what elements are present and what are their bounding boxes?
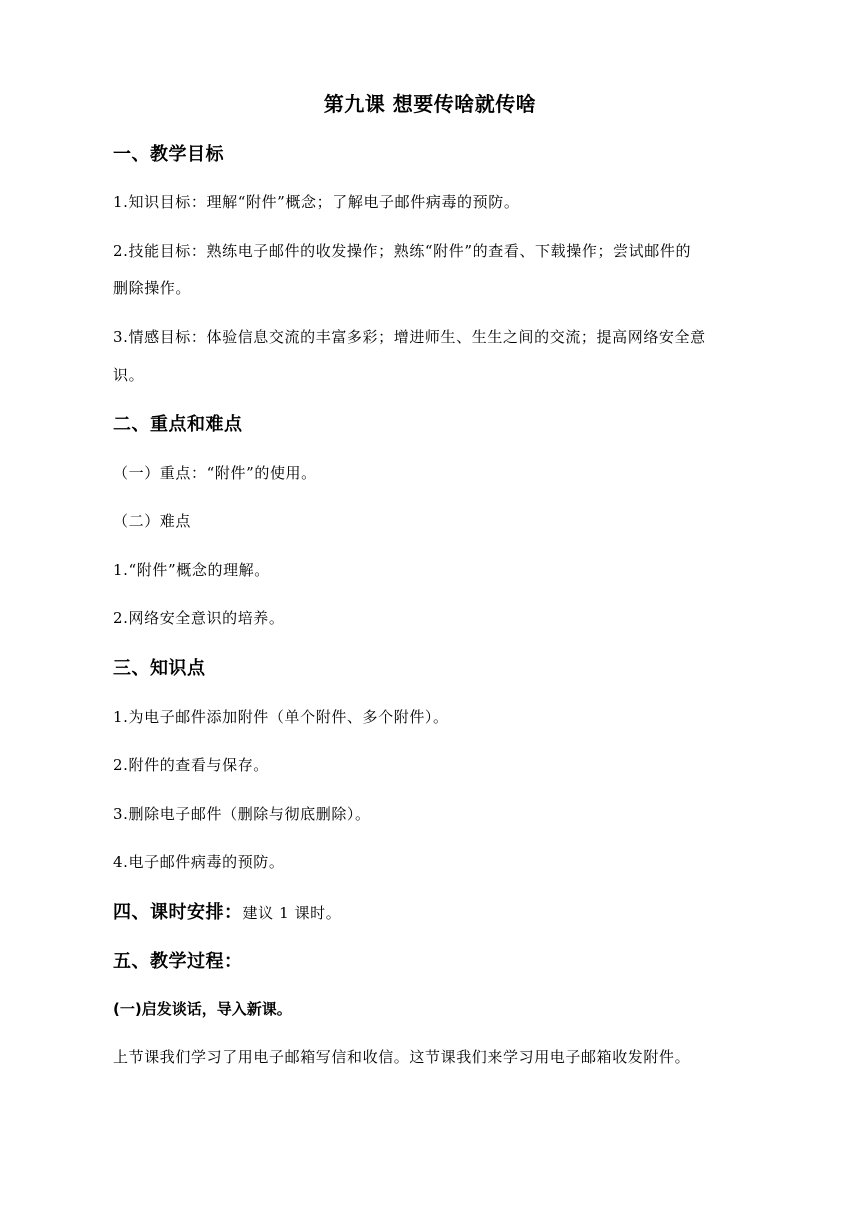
paragraph-difficulty-1: 1.“附件”概念的理解。 <box>113 561 270 579</box>
section-heading-class-hours: 四、课时安排： <box>113 902 243 923</box>
paragraph-skill-goal-cont: 删除操作。 <box>113 279 192 297</box>
class-hours-text: 建议 1 课时。 <box>242 904 342 922</box>
paragraph-skill-goal: 2.技能目标：熟练电子邮件的收发操作；熟练“附件”的查看、下载操作；尝试邮件的 <box>113 242 692 260</box>
paragraph-key-point: （一）重点：“附件”的使用。 <box>113 464 317 482</box>
section-class-hours <box>113 898 780 924</box>
section-heading-key-points: 二、重点和难点 <box>113 414 243 435</box>
paragraph-emotion-goal-cont: 识。 <box>113 366 145 384</box>
paragraph-introduction: 上节课我们学习了用电子邮箱写信和收信。这节课我们来学习用电子邮箱收发附件。 <box>113 1048 691 1066</box>
paragraph-knowledge-goal: 1.知识目标：理解“附件”概念；了解电子邮件病毒的预防。 <box>113 193 520 211</box>
section-heading-objectives: 一、教学目标 <box>113 144 224 165</box>
paragraph-difficulty: （二）难点 <box>113 512 192 530</box>
paragraph-emotion-goal: 3.情感目标：体验信息交流的丰富多彩；增进师生、生生之间的交流；提高网络安全意 <box>113 328 706 346</box>
section-heading-teaching-process: 五、教学过程： <box>113 951 243 972</box>
section-heading-knowledge-points: 三、知识点 <box>113 658 206 679</box>
subheading-introduction: (一)启发谈话，导入新课。 <box>113 1000 292 1018</box>
paragraph-knowledge-4: 4.电子邮件病毒的预防。 <box>113 853 285 871</box>
paragraph-difficulty-2: 2.网络安全意识的培养。 <box>113 609 285 627</box>
paragraph-knowledge-3: 3.删除电子邮件（删除与彻底删除）。 <box>113 805 371 823</box>
paragraph-knowledge-2: 2.附件的查看与保存。 <box>113 756 269 774</box>
page-title: 第九课 想要传啥就传啥 <box>323 92 537 116</box>
paragraph-knowledge-1: 1.为电子邮件添加附件（单个附件、多个附件）。 <box>113 708 449 726</box>
